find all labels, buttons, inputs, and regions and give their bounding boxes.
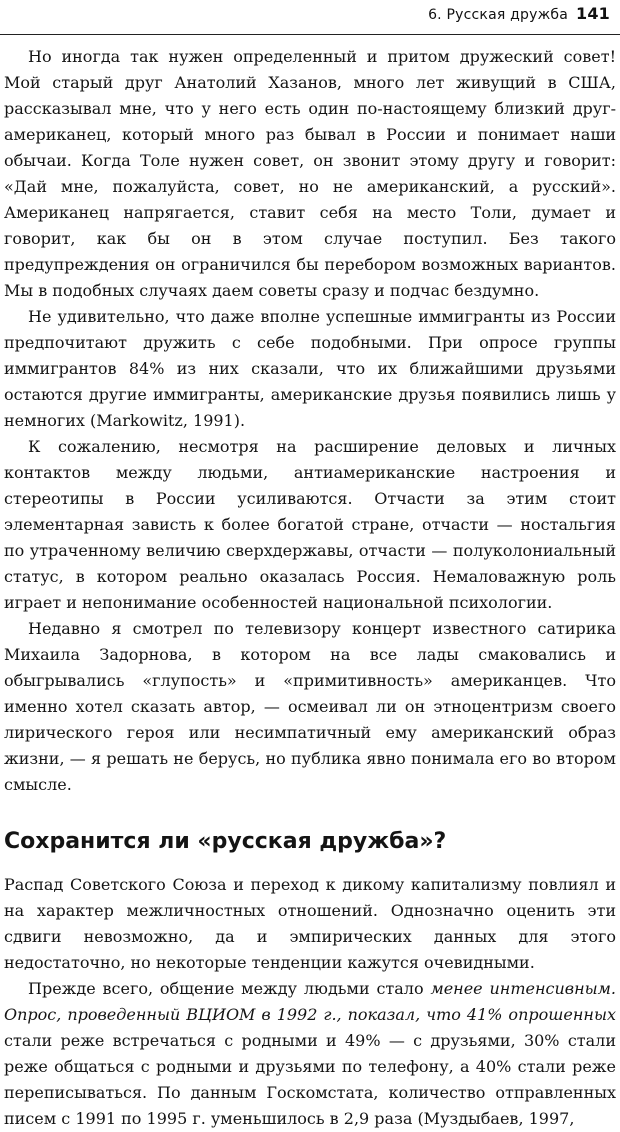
paragraph-tail: стали реже встречаться с родными и 49% — с друзьями, 30% стали реже общаться с родными и друзьями по телефону, а 40% стали реже переписываться. По данным Госкомстата, количество отправленных писем с 1991 по 1995 г. уменьшилось в 2,9 раза (Муздыбаев, 1997,: [4, 1031, 616, 1128]
section-heading: Сохранится ли «русская дружба»?: [4, 829, 447, 854]
chapter-title: 6. Русская дружба: [428, 7, 568, 23]
header-rule: [0, 34, 620, 35]
running-head: [428, 4, 610, 23]
paragraph-advice: Но иногда так нужен определенный и притом дружеский совет! Мой старый друг Анатолий Хазанов, много лет живущий в США, рассказывал мне, что у него есть один по-настоящему близкий друг-американец, который много раз бывал в России и понимает наши обычаи. Когда Толе нужен совет, он звонит этому другу и говорит: «Дай мне, пожалуйста, совет, но не американский, а русский». Американец напрягается, ставит себя на место Толи, думает и говорит, как бы он в этом случае поступил. Без такого предупреждения он ограничился бы перебором возможных вариантов. Мы в подобных случаях даем советы сразу и подчас бездумно.: [4, 47, 616, 300]
page-body: [4, 44, 616, 1132]
emphasized-text: менее интенсивным. Опрос, проведенный ВЦИОМ в 1992 г., показал, что 41% опрошенных: [4, 979, 616, 1024]
paragraph-immigrants: Не удивительно, что даже вполне успешные иммигранты из России предпочитают дружить с себе подобными. При опросе группы иммигрантов 84% из них сказали, что их ближайшими друзьями остаются другие иммигранты, американские друзья появились лишь у немногих (Markowitz, 1991).: [4, 307, 616, 430]
paragraph-less-intensive: [4, 976, 616, 1132]
paragraph-anti-american: К сожалению, несмотря на расширение деловых и личных контактов между людьми, антиамериканские настроения и стереотипы в России усиливаются. Отчасти за этим стоит элементарная зависть к более богатой стране, отчасти — ностальгия по утраченному величию сверхдержавы, отчасти — полуколониальный статус, в котором реально оказалась Россия. Немаловажную роль играет и непонимание особенностей национальной психологии.: [4, 437, 616, 612]
page-number: 141: [576, 4, 610, 23]
paragraph-satirist: Недавно я смотрел по телевизору концерт известного сатирика Михаила Задорнова, в котором на все лады смаковались и обыгрывались «глупость» и «примитивность» американцев. Что именно хотел сказать автор, — осмеивал ли он этноцентризм своего лирического героя или несимпатичный ему американский образ жизни, — я решать не берусь, но публика явно понимала его во втором смысле.: [4, 619, 616, 794]
paragraph-soviet-collapse: Распад Советского Союза и переход к дикому капитализму повлиял и на характер межличностных отношений. Однозначно оценить эти сдвиги невозможно, да и эмпирических данных для этого недостаточно, но некоторые тенденции кажутся очевидными.: [4, 875, 616, 972]
paragraph-lead: Прежде всего, общение между людьми стало: [28, 979, 431, 998]
